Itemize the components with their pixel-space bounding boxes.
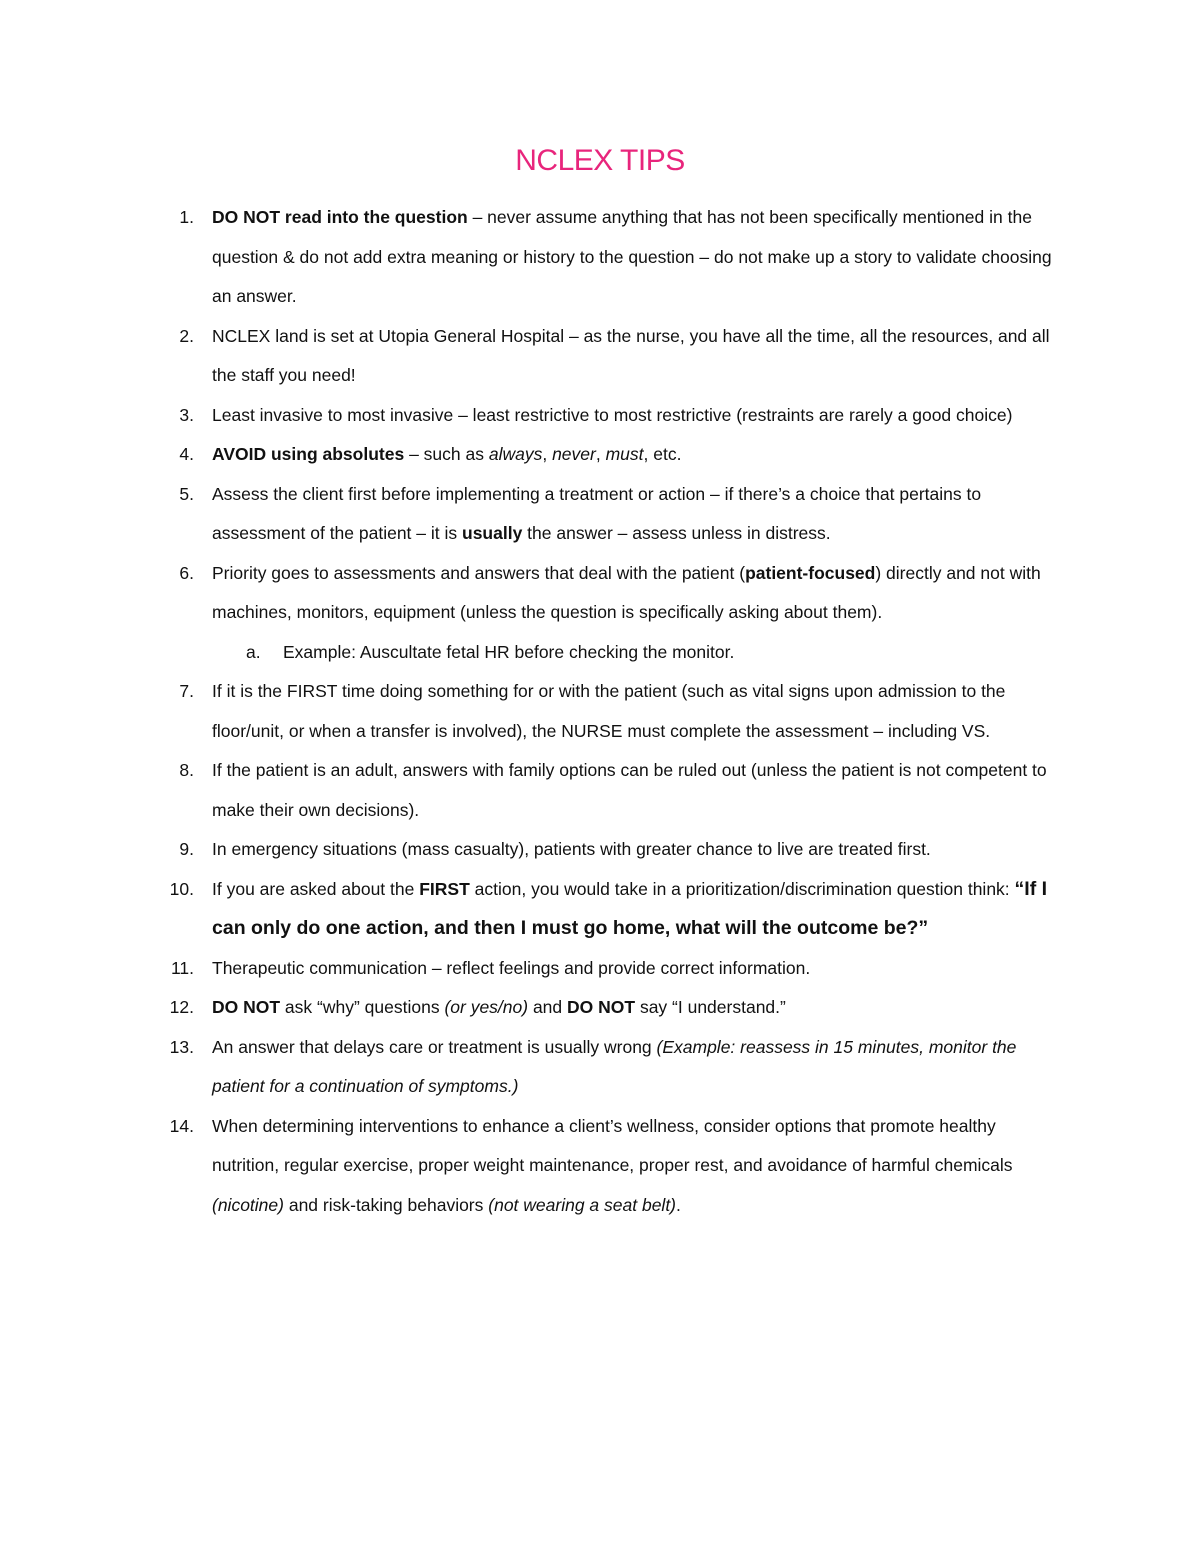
text-segment: and: [528, 997, 568, 1017]
emphasis-bold: FIRST: [419, 878, 470, 899]
tip-number: 2.: [179, 325, 194, 346]
emphasis-bold: usually: [462, 523, 523, 543]
tip-text: [212, 484, 981, 544]
emphasis-bold: DO NOT: [567, 997, 636, 1017]
emphasis-italic: (nicotine): [212, 1194, 284, 1215]
tip-item: [0, 870, 1200, 949]
tip-text: [212, 563, 1041, 623]
tip-number: 3.: [179, 404, 194, 425]
text-segment: the answer – assess unless in distress.: [522, 523, 831, 543]
emphasis-italic: (or yes/no): [444, 997, 529, 1017]
tip-number: 13.: [169, 1036, 194, 1057]
text-segment: – never assume anything that has not been specifically mentioned in the question & do not add extra meaning or history to the question – do not make up a story to validate choosing an answer.: [212, 207, 1052, 306]
tip-number: 6.: [179, 562, 194, 583]
tip-text: [212, 1037, 1016, 1097]
text-segment: action, you would take in a prioritization/discrimination question think:: [469, 878, 1015, 899]
tip-text: [212, 681, 1005, 741]
text-segment: , etc.: [643, 444, 682, 464]
emphasis-italic: must: [605, 444, 644, 464]
text-segment: If it is the FIRST time doing something for or with the patient (such as vital signs upon admission to the floor/unit, or when a transfer is involved), the NURSE must complete the assessment – including VS.: [212, 681, 1006, 741]
text-segment: In emergency situations (mass casualty), patients with greater chance to live are treated first.: [212, 839, 931, 859]
tip-text: [212, 1116, 1013, 1215]
tip-item: [0, 396, 1200, 436]
tip-text: [212, 760, 1047, 820]
tip-number: 4.: [179, 444, 194, 464]
tips-list: [0, 198, 1200, 1225]
tip-text: [212, 997, 786, 1017]
text-segment: Priority goes to assessments and answers that deal with the patient (: [212, 562, 746, 583]
text-segment: ) directly and not with machines, monitors, equipment (unless the question is specifically asking about them).: [212, 562, 1041, 622]
tip-item: [0, 475, 1200, 554]
text-segment: If you are asked about the: [212, 878, 420, 899]
text-segment: ask “why” questions: [280, 997, 445, 1017]
tip-item: [0, 830, 1200, 870]
text-segment: Assess the client first before implementing a treatment or action – if there’s a choice that pertains to assessment of the patient – it is: [212, 483, 982, 543]
emphasis-italic: (not wearing a seat belt): [488, 1194, 677, 1215]
text-segment: NCLEX land is set at Utopia General Hospital – as the nurse, you have all the time, all the resources, and all the staff you need!: [212, 325, 1050, 385]
tip-number: 8.: [179, 760, 194, 780]
tip-item: [0, 198, 1200, 317]
tip-text: [212, 207, 1052, 306]
text-segment: If the patient is an adult, answers with family options can be ruled out (unless the patient is not competent to make their own decisions).: [212, 760, 1047, 820]
text-segment: An answer that delays care or treatment is usually wrong: [212, 1036, 657, 1057]
emphasis-bold: AVOID using absolutes: [212, 444, 405, 464]
tip-item: [0, 672, 1200, 751]
text-segment: ,: [542, 444, 553, 464]
tip-item: [0, 988, 1200, 1028]
emphasis-bold: DO NOT: [212, 997, 281, 1017]
tip-number: 7.: [179, 681, 194, 701]
tip-item: [0, 317, 1200, 396]
tip-item: [0, 435, 1200, 475]
tip-text: [212, 879, 1047, 939]
tip-number: 12.: [169, 997, 194, 1017]
tip-item: [0, 554, 1200, 673]
emphasis-italic: (Example: reassess in 15 minutes, monitor the patient for a continuation of symptoms.): [212, 1036, 1017, 1096]
tip-item: [0, 949, 1200, 989]
tip-text: [212, 444, 681, 464]
tip-text: [212, 958, 810, 978]
tip-text: [212, 839, 931, 859]
emphasis-bold: patient-focused: [745, 562, 876, 583]
emphasis-italic: never: [552, 444, 596, 464]
text-segment: say “I understand.”: [635, 997, 786, 1017]
tip-number: 1.: [179, 207, 194, 227]
text-segment: – such as: [404, 444, 489, 464]
text-segment: When determining interventions to enhance a client’s wellness, consider options that promote healthy nutrition, regular exercise, proper weight maintenance, proper rest, and avoidance of harmful chemicals: [212, 1115, 1013, 1175]
tip-item: [0, 751, 1200, 830]
tip-number: 5.: [179, 483, 194, 504]
text-segment: and risk-taking behaviors: [283, 1194, 489, 1215]
sub-text: Example: Auscultate fetal HR before checking the monitor.: [283, 641, 735, 662]
page-title: NCLEX TIPS: [515, 144, 685, 177]
tip-number: 9.: [179, 839, 194, 859]
tip-number: 14.: [169, 1115, 194, 1136]
emphasis-italic: always: [488, 444, 543, 464]
emphasis-bold: DO NOT read into the question: [212, 207, 468, 227]
sub-item: [212, 633, 1060, 673]
tip-text: [212, 405, 1012, 425]
text-segment: Therapeutic communication – reflect feelings and provide correct information.: [212, 957, 811, 978]
tip-item: [0, 1028, 1200, 1107]
tip-item: [0, 1107, 1200, 1226]
tip-number: 11.: [170, 957, 194, 978]
tip-text: [212, 326, 1050, 386]
sub-marker: a.: [246, 641, 261, 662]
emphasis-bold: “If I can only do one action, and then I must go home, what will the outcome be?”: [212, 877, 1048, 939]
text-segment: .: [676, 1194, 681, 1215]
text-segment: Least invasive to most invasive – least restrictive to most restrictive (restraints are rarely a good choice): [212, 404, 1013, 425]
sub-list: [212, 633, 1060, 673]
tip-number: 10.: [169, 878, 194, 899]
text-segment: ,: [595, 444, 606, 464]
